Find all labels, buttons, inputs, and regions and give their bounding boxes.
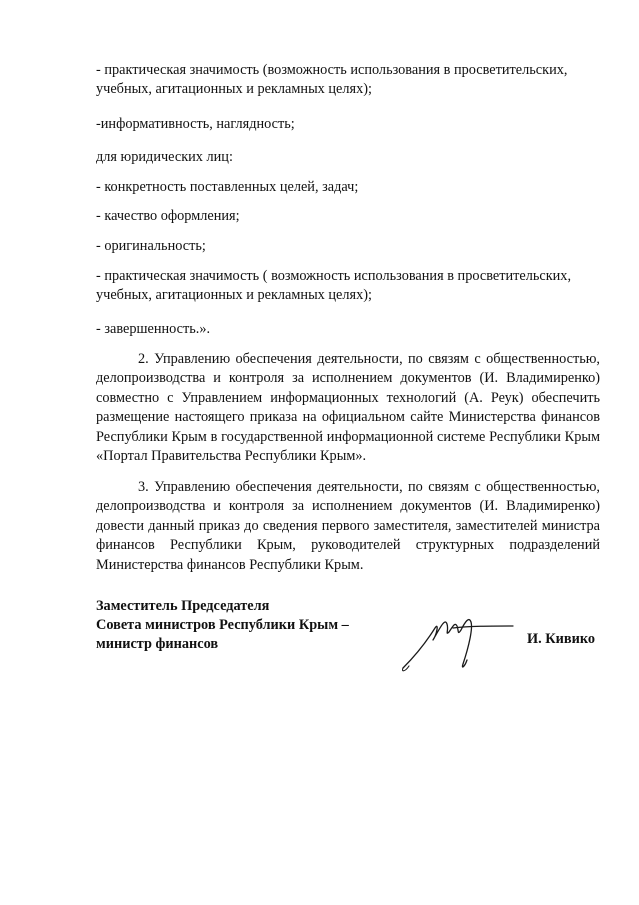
signatory-title-line: Совета министров Республики Крым – (96, 617, 349, 633)
list-item: - практическая значимость (возможность использования в просветительских, (96, 62, 568, 78)
handwritten-signature (395, 606, 515, 676)
signatory-title-line: министр финансов (96, 636, 219, 652)
list-item: - качество оформления; (96, 208, 240, 224)
list-item-continuation: учебных, агитационных и рекламных целях); (96, 81, 372, 97)
signatory-title (96, 597, 349, 654)
list-item-continuation: учебных, агитационных и рекламных целях); (96, 287, 372, 303)
signatory-name: И. Кивико (527, 631, 596, 647)
paragraph-3: 3. Управлению обеспечения деятельности, по связям с общественностью, делопроизводства и контроля за исполнением документов (И. Владимиренко) довести данный приказ до сведения первого заместителя, заместителей министра финансов Республики Крым, руководителей структурных подразделений Министерства финансов Республики Крым. (96, 479, 600, 573)
list-item: - завершенность.». (96, 321, 211, 337)
section-heading: для юридических лиц: (96, 149, 233, 165)
list-item: - практическая значимость ( возможность использования в просветительских, (96, 268, 572, 284)
signatory-title-line: Заместитель Председателя (96, 598, 270, 614)
list-item: - оригинальность; (96, 238, 206, 254)
paragraph-2: 2. Управлению обеспечения деятельности, по связям с общественностью, делопроизводства и контроля за исполнением документов (И. Владимиренко) совместно с Управлением информационных технологий (А. Реук) обеспечить размещение настоящего приказа на официальном сайте Министерства финансов Республики Крым в государственной информационной системе Республики Крым «Портал Правительства Республики Крым». (96, 351, 600, 465)
list-item: - конкретность поставленных целей, задач; (96, 179, 359, 195)
list-item: -информативность, наглядность; (96, 116, 295, 132)
